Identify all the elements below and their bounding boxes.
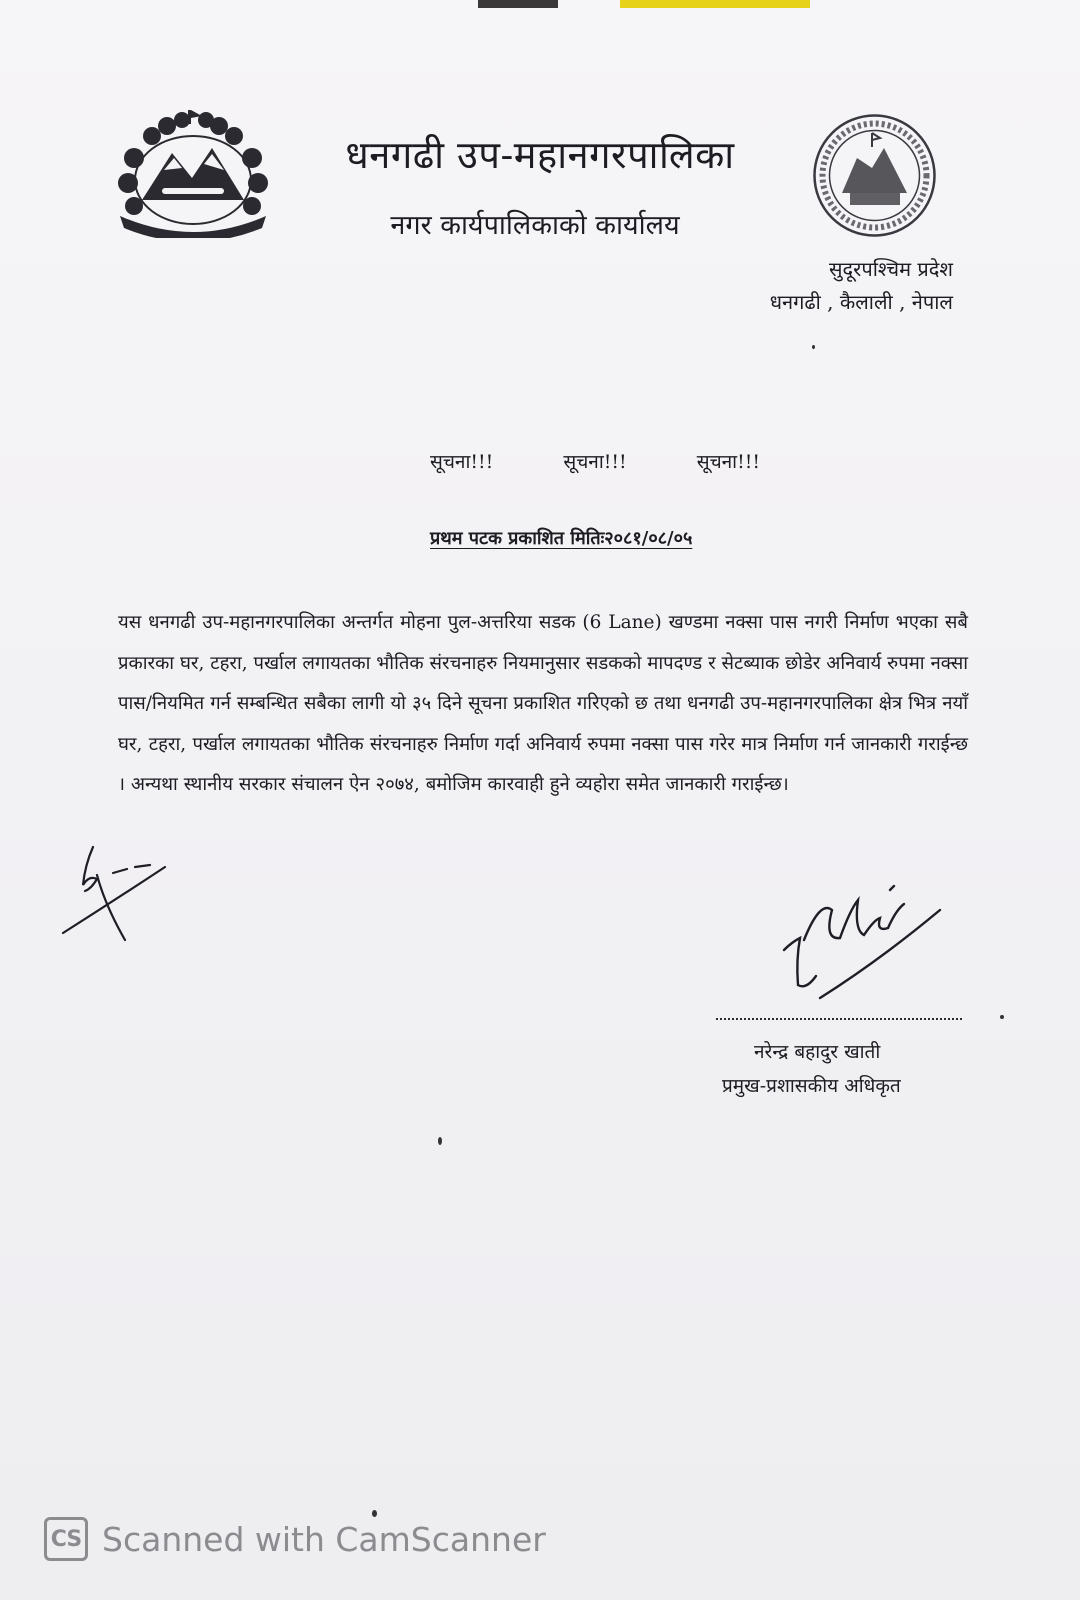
notice-body: यस धनगढी उप-महानगरपालिका अन्तर्गत मोहना पुल-अत्तरिया सडक (6 Lane) खण्डमा नक्सा पास नगरी निर्माण भएका सबै प्रकारका घर, टहरा, पर्खाल लगायतका भौतिक संरचनाहरु नियमानुसार सडकको मापदण्ड र सेटब्याक छोडेर अनिवार्य रुपमा नक्सा पास/नियमित गर्न सम्बन्धित सबैका लागी यो ३५ दिने सूचना प्रकाशित गरिएको छ तथा धनगढी उप-महानगरपालिका क्षेत्र भित्र नयाँ घर, टहरा, पर्खाल लगायतका भौतिक संरचनाहरु निर्माण गर्दा अनिवार्य रुपमा नक्सा पास गरेर मात्र निर्माण गर्न जानकारी गराईन्छ । अन्यथा स्थानीय सरकार संचालन ऐन २०७४, बमोजिम कारवाही हुने व्यहोरा समेत जानकारी गराईन्छ।	[118, 612, 968, 796]
notice-word: सूचना!!!	[563, 451, 627, 473]
camscanner-logo-icon: CS	[44, 1517, 88, 1561]
scan-speck	[812, 345, 815, 349]
watermark-text: Scanned with CamScanner	[102, 1519, 546, 1559]
published-date: प्रथम पटक प्रकाशित मितिः२०८१/०८/०५	[430, 528, 693, 549]
government-emblem-icon	[112, 108, 274, 238]
municipality-seal-icon	[812, 113, 937, 238]
address-label: धनगढी , कैलाली , नेपाल	[769, 290, 953, 314]
officer-signature	[780, 880, 960, 1010]
scan-speck	[372, 1510, 377, 1517]
office-subtitle: नगर कार्यपालिकाको कार्यालय	[390, 210, 680, 241]
notice-word: सूचना!!!	[430, 451, 494, 473]
notice-heading	[430, 448, 760, 474]
top-edge-yellow	[620, 0, 810, 8]
province-label: सुदूरपश्चिम प्रदेश	[829, 257, 953, 281]
signatory-name: नरेन्द्र बहादुर खाती	[754, 1041, 881, 1063]
top-edge-dark	[478, 0, 558, 8]
scan-speck	[438, 1137, 442, 1145]
camscanner-watermark	[44, 1517, 546, 1561]
notice-word: सूचना!!!	[696, 451, 760, 473]
signatory-title: प्रमुख-प्रशासकीय अधिकृत	[722, 1075, 901, 1097]
signature-line	[716, 1018, 962, 1020]
scan-speck	[1000, 1015, 1004, 1019]
municipality-title: धनगढी उप-महानगरपालिका	[345, 133, 735, 177]
initials-signature	[55, 845, 185, 955]
